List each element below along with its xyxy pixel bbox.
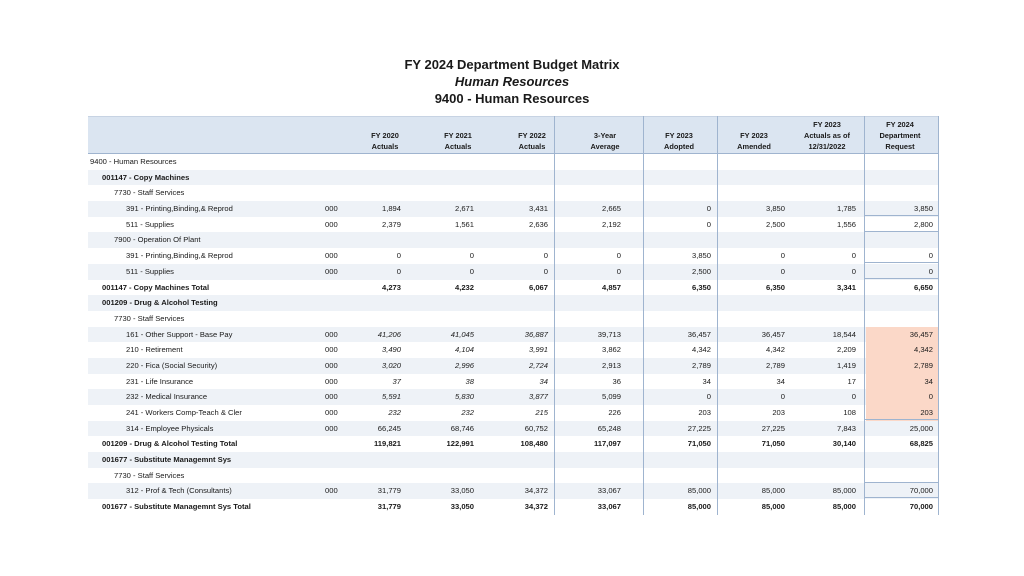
cell-value: 5,591 (381, 392, 401, 402)
cell-value: 34 (539, 376, 548, 386)
cell-value: 2,789 (866, 358, 938, 374)
cell-value: 27,225 (761, 423, 785, 433)
cell-value: 6,650 (913, 282, 933, 292)
cell-value: 0 (543, 266, 548, 276)
cell-value: 203 (866, 405, 938, 421)
column-header: 3-Year Average (590, 131, 620, 151)
subtotal-row (88, 280, 939, 296)
cell-value: 0 (780, 266, 785, 276)
group-heading-row (88, 468, 939, 484)
cell-value: 1,419 (836, 360, 856, 370)
request-cell-rule (864, 497, 938, 498)
table-row (88, 248, 939, 264)
table-row (88, 389, 939, 405)
cell-value: 34,372 (524, 502, 548, 512)
cell-value: 0 (469, 251, 474, 261)
cell-value: 17 (847, 376, 856, 386)
cell-value: 0 (706, 204, 711, 214)
row-label: 9400 - Human Resources (90, 157, 177, 166)
subtotal-row (88, 499, 939, 515)
table-row (88, 201, 939, 217)
cell-value: 203 (772, 408, 785, 417)
row-label: 001147 - Copy Machines (102, 172, 190, 182)
cell-value: 31,779 (377, 502, 401, 512)
row-label: 161 - Other Support - Base Pay (126, 329, 233, 339)
cell-value: 232 (461, 408, 474, 417)
cell-value: 18,544 (832, 329, 856, 339)
row-label: 001209 - Drug & Alcohol Testing Total (102, 439, 238, 449)
fund-code: 000 (325, 266, 338, 276)
column-divider (554, 116, 555, 515)
cell-value: 4,857 (601, 282, 621, 292)
fund-code: 000 (325, 219, 338, 229)
cell-value: 0 (706, 392, 711, 402)
group-heading-row (88, 185, 939, 201)
cell-value: 4,273 (381, 282, 401, 292)
fund-code: 000 (325, 251, 338, 261)
column-header: FY 2021 Actuals (444, 131, 472, 151)
cell-value: 2,636 (528, 219, 548, 229)
table-row (88, 405, 939, 421)
cell-value: 33,067 (597, 502, 621, 512)
table-row (88, 217, 939, 233)
cell-value: 34,372 (524, 486, 548, 496)
cell-value: 0 (780, 251, 785, 261)
table-row (88, 358, 939, 374)
cell-value: 41,206 (377, 329, 401, 339)
fund-code: 000 (325, 392, 338, 402)
cell-value: 226 (608, 408, 621, 417)
table-row (88, 342, 939, 358)
cell-value: 36,457 (761, 329, 785, 339)
column-header: FY 2023 Adopted (664, 131, 694, 151)
cell-value: 0 (616, 251, 621, 261)
column-divider (938, 116, 939, 515)
cell-value: 0 (928, 251, 933, 261)
cell-value: 71,050 (761, 439, 785, 449)
cell-value: 3,850 (691, 251, 711, 261)
cell-value: 122,991 (446, 439, 474, 449)
column-header: FY 2022 Actuals (518, 131, 546, 151)
cell-value: 6,067 (528, 282, 548, 292)
subtotal-row (88, 436, 939, 452)
cell-value: 34 (702, 376, 711, 386)
cell-value: 2,209 (836, 345, 856, 355)
cell-value: 6,350 (691, 282, 711, 292)
request-cell-rule (864, 278, 938, 279)
cell-value: 3,020 (381, 360, 401, 370)
cell-value: 2,996 (454, 360, 474, 370)
row-label: 241 - Workers Comp-Teach & Cler (126, 408, 242, 417)
cell-value: 2,500 (765, 219, 785, 229)
cell-value: 36,887 (524, 329, 548, 339)
cell-value: 1,556 (836, 219, 856, 229)
column-divider (717, 116, 718, 515)
cell-value: 0 (928, 266, 933, 276)
cell-value: 39,713 (597, 329, 621, 339)
cell-value: 3,991 (528, 345, 548, 355)
request-cell-rule (864, 231, 938, 232)
fund-code: 000 (325, 408, 338, 417)
request-cell-rule (864, 262, 938, 263)
cell-value: 34 (776, 376, 785, 386)
fund-code: 000 (325, 204, 338, 214)
cell-value: 2,800 (913, 219, 933, 229)
cell-value: 4,104 (454, 345, 474, 355)
cell-value: 1,785 (836, 204, 856, 214)
cell-value: 2,913 (601, 360, 621, 370)
cell-value: 38 (465, 376, 474, 386)
cell-value: 68,746 (450, 423, 474, 433)
cell-value: 2,665 (601, 204, 621, 214)
cell-value: 5,099 (601, 392, 621, 402)
cell-value: 2,379 (381, 219, 401, 229)
row-label: 001147 - Copy Machines Total (102, 282, 210, 292)
cell-value: 3,877 (528, 392, 548, 402)
cell-value: 85,000 (761, 486, 785, 496)
cell-value: 36,457 (866, 327, 938, 343)
cell-value: 41,045 (450, 329, 474, 339)
cell-value: 0 (866, 389, 938, 405)
fund-code: 000 (325, 360, 338, 370)
row-label: 001677 - Substitute Managemnt Sys Total (102, 502, 251, 512)
cell-value: 215 (535, 408, 548, 417)
cell-value: 2,789 (691, 360, 711, 370)
cell-value: 3,341 (836, 282, 856, 292)
column-header: FY 2020 Actuals (371, 131, 399, 151)
cell-value: 2,500 (691, 266, 711, 276)
cell-value: 3,490 (381, 345, 401, 355)
column-divider (643, 116, 644, 515)
cell-value: 4,342 (765, 345, 785, 355)
row-label: 7730 - Staff Services (114, 313, 185, 323)
row-label: 210 - Retirement (126, 345, 183, 355)
cell-value: 2,192 (601, 219, 621, 229)
budget-matrix-table (88, 116, 939, 515)
cell-value: 85,000 (832, 486, 856, 496)
group-heading-row (88, 311, 939, 327)
table-header (88, 116, 939, 154)
cell-value: 2,789 (765, 360, 785, 370)
cell-value: 85,000 (687, 502, 711, 512)
cell-value: 33,067 (597, 486, 621, 496)
cell-value: 4,342 (866, 342, 938, 358)
cell-value: 25,000 (909, 423, 933, 433)
row-label: 391 - Printing,Binding,& Reprod (126, 251, 233, 261)
cell-value: 108 (843, 408, 856, 417)
group-heading-row (88, 170, 939, 186)
cell-value: 66,245 (377, 423, 401, 433)
cell-value: 31,779 (377, 486, 401, 496)
cell-value: 0 (543, 251, 548, 261)
cell-value: 85,000 (687, 486, 711, 496)
cell-value: 0 (851, 266, 856, 276)
table-row (88, 483, 939, 499)
table-row (88, 327, 939, 343)
group-heading-row (88, 295, 939, 311)
cell-value: 3,862 (601, 345, 621, 355)
row-label: 001209 - Drug & Alcohol Testing (102, 298, 218, 308)
cell-value: 36,457 (687, 329, 711, 339)
cell-value: 232 (388, 408, 401, 417)
cell-value: 1,894 (381, 204, 401, 214)
group-heading-row (88, 452, 939, 468)
row-label: 314 - Employee Physicals (126, 423, 214, 433)
cell-value: 60,752 (524, 423, 548, 433)
cell-value: 108,480 (520, 439, 548, 449)
cell-value: 2,724 (528, 360, 548, 370)
cell-value: 2,671 (454, 204, 474, 214)
cell-value: 0 (469, 266, 474, 276)
report-title: FY 2024 Department Budget Matrix (404, 57, 620, 72)
cell-value: 27,225 (687, 423, 711, 433)
cell-value: 1,561 (454, 219, 474, 229)
report-title-block (0, 56, 1024, 107)
fund-code: 000 (325, 345, 338, 355)
cell-value: 68,825 (909, 439, 933, 449)
department-code: 9400 - Human Resources (434, 91, 590, 106)
cell-value: 30,140 (832, 439, 856, 449)
cell-value: 33,050 (450, 486, 474, 496)
cell-value: 70,000 (909, 502, 933, 512)
department-name: Human Resources (454, 74, 570, 89)
row-label: 312 - Prof & Tech (Consultants) (126, 486, 232, 496)
cell-value: 0 (780, 392, 785, 402)
cell-value: 0 (851, 251, 856, 261)
cell-value: 117,097 (593, 439, 621, 449)
table-row (88, 264, 939, 280)
row-label: 7900 - Operation Of Plant (114, 235, 201, 245)
column-divider (864, 116, 865, 515)
cell-value: 85,000 (832, 502, 856, 512)
cell-value: 85,000 (761, 502, 785, 512)
row-label: 391 - Printing,Binding,& Reprod (126, 204, 233, 214)
row-label: 232 - Medical Insurance (126, 392, 208, 402)
table-body (88, 154, 939, 515)
cell-value: 36 (612, 376, 621, 386)
row-label: 7730 - Staff Services (114, 188, 185, 198)
cell-value: 119,821 (373, 439, 401, 449)
cell-value: 4,232 (454, 282, 474, 292)
group-heading-row (88, 232, 939, 248)
group-heading-row (88, 154, 939, 170)
table-row (88, 374, 939, 390)
cell-value: 0 (706, 219, 711, 229)
column-header: FY 2024 Department Request (879, 120, 921, 151)
column-header: FY 2023 Actuals as of 12/31/2022 (803, 120, 850, 151)
cell-value: 0 (396, 266, 401, 276)
fund-code: 000 (325, 376, 338, 386)
cell-value: 0 (851, 392, 856, 402)
cell-value: 0 (616, 266, 621, 276)
cell-value: 3,850 (913, 204, 933, 214)
cell-value: 0 (396, 251, 401, 261)
cell-value: 4,342 (691, 345, 711, 355)
cell-value: 37 (392, 376, 401, 386)
cell-value: 70,000 (909, 486, 933, 496)
fund-code: 000 (325, 423, 338, 433)
cell-value: 65,248 (597, 423, 621, 433)
column-header: FY 2023 Amended (737, 131, 771, 151)
request-cell-rule (864, 215, 938, 216)
cell-value: 3,850 (765, 204, 785, 214)
request-cell-rule (864, 482, 938, 483)
row-label: 7730 - Staff Services (114, 470, 185, 480)
row-label: 220 - Fica (Social Security) (126, 360, 218, 370)
cell-value: 5,830 (454, 392, 474, 402)
cell-value: 6,350 (765, 282, 785, 292)
row-label: 511 - Supplies (126, 266, 174, 276)
fund-code: 000 (325, 329, 338, 339)
cell-value: 7,843 (836, 423, 856, 433)
fund-code: 000 (325, 486, 338, 496)
row-label: 511 - Supplies (126, 219, 174, 229)
row-label: 231 - Life Insurance (126, 376, 194, 386)
cell-value: 3,431 (528, 204, 548, 214)
cell-value: 33,050 (450, 502, 474, 512)
request-cell-rule (864, 419, 938, 420)
cell-value: 203 (698, 408, 711, 417)
row-label: 001677 - Substitute Managemnt Sys (102, 455, 232, 465)
cell-value: 71,050 (687, 439, 711, 449)
cell-value: 34 (866, 374, 938, 390)
table-row (88, 421, 939, 437)
